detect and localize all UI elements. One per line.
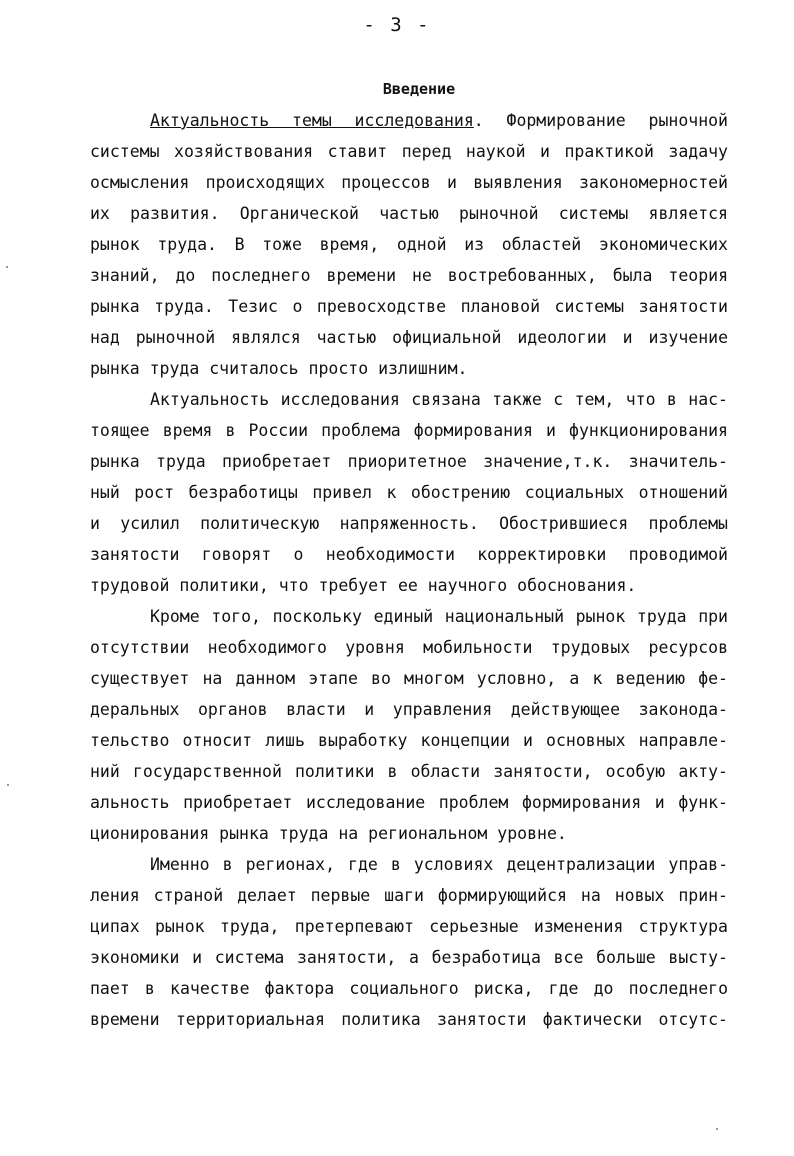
topic-relevance-label: Актуальность темы исследования [150, 111, 474, 130]
text-line: знаний, до последнего времени не востребованных, была теория [90, 266, 728, 285]
text-line: занятости говорят о необходимости корректировки проводимой [90, 545, 728, 564]
section-heading: Введение [382, 80, 456, 98]
text-line: ления страной делает первые шаги формирующийся на новых прин- [90, 886, 728, 905]
text-line [90, 105, 728, 136]
text-line: существует на данном этапе во многом условно, а к ведению фе- [90, 669, 728, 688]
text-line: и усилил политическую напряженность. Обострившиеся проблемы [90, 514, 728, 533]
text-line: рынок труда. В тоже время, одной из областей экономических [90, 235, 728, 254]
text-line: Актуальность исследования связана также с тем, что в нас- [150, 390, 728, 409]
text-line: тоящее время в России проблема формирования и функционирования [90, 421, 728, 440]
page-number: - 3 - [363, 14, 431, 36]
text-line: тельство относит лишь выработку концепции и основных направле- [90, 731, 728, 750]
body-text [90, 105, 728, 1035]
text-line: экономики и система занятости, а безработица все больше высту- [90, 948, 728, 967]
text-line: времени территориальная политика занятости фактически отсутс- [90, 1010, 728, 1029]
text-line: отсутствии необходимого уровня мобильности трудовых ресурсов [90, 638, 728, 657]
text-line: осмысления происходящих процессов и выявления закономерностей [90, 173, 728, 192]
scan-speck [716, 1128, 718, 1130]
text-line: ципах рынок труда, претерпевают серьезные изменения структура [90, 917, 728, 936]
text-line: рынка труда приобретает приоритетное значение,т.к. значитель- [90, 452, 728, 471]
text-line: альность приобретает исследование проблем формирования и функ- [90, 793, 728, 812]
scan-speck [6, 266, 8, 268]
text-line: деральных органов власти и управления действующее законода- [90, 700, 728, 719]
text-line: системы хозяйствования ставит перед наукой и практикой задачу [90, 142, 728, 161]
text-line: ный рост безработицы привел к обострению социальных отношений [90, 483, 728, 502]
text-line: ний государственной политики в области занятости, особую акту- [90, 762, 728, 781]
text-line: ционирования рынка труда на региональном уровне. [90, 824, 567, 843]
text-line: рынка труда считалось просто излишним. [90, 359, 468, 378]
text-line: Именно в регионах, где в условиях децентрализации управ- [150, 855, 728, 874]
text-line: их развития. Органической частью рыночной системы является [90, 204, 728, 223]
text-line: трудовой политики, что требует ее научного обоснования. [90, 576, 637, 595]
text-line: Кроме того, поскольку единый национальный рынок труда при [150, 607, 728, 626]
text-line: над рыночной являлся частью официальной идеологии и изучение [90, 328, 728, 347]
text-fragment: . Формирование рыночной [473, 111, 728, 130]
text-line: пает в качестве фактора социального риска, где до последнего [90, 979, 728, 998]
scan-speck [7, 784, 9, 786]
text-line: рынка труда. Тезис о превосходстве плановой системы занятости [90, 297, 728, 316]
